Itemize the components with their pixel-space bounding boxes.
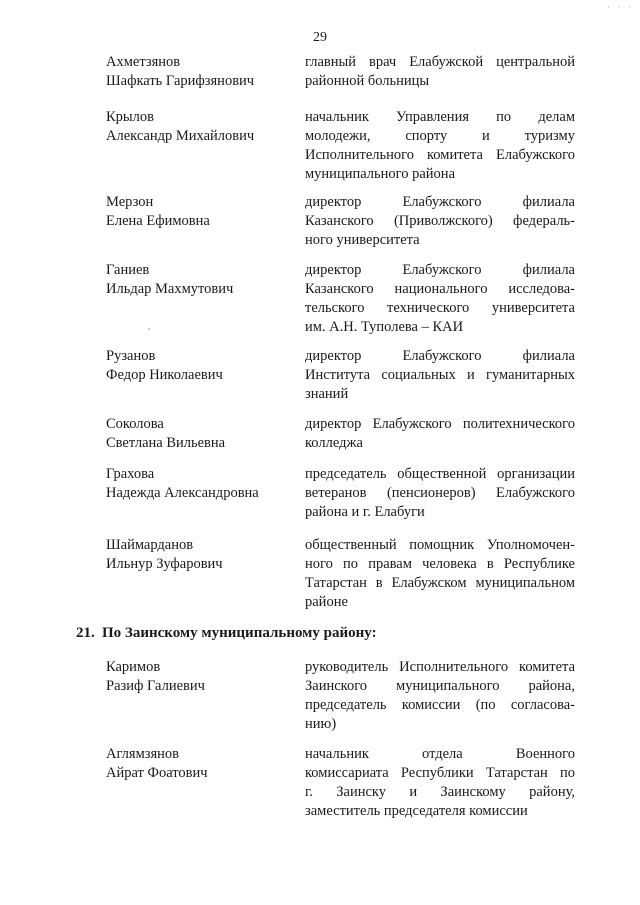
member-name (106, 53, 296, 91)
position-line: молодежи, спорту и туризму (305, 128, 575, 144)
member-given-names: Разиф Галиевич (106, 678, 205, 694)
member-name (106, 261, 296, 299)
position-line: Заинского муниципального района, (305, 678, 575, 694)
member-given-names: Ильдар Махмутович (106, 281, 234, 297)
corner-scan-mark: · · · (607, 3, 634, 12)
position-line: Института социальных и гуманитарных (305, 367, 575, 383)
position-line: общественный помощник Уполномочен- (305, 537, 575, 553)
member-position (305, 658, 575, 734)
position-line: им. А.Н. Туполева – КАИ (305, 319, 464, 335)
position-line: тельского технического университета (305, 300, 575, 316)
position-line: районе (305, 594, 348, 610)
member-position (305, 108, 575, 184)
member-name (106, 536, 296, 574)
member-position (305, 465, 575, 522)
member-surname: Грахова (106, 466, 155, 482)
member-given-names: Елена Ефимовна (106, 213, 210, 229)
position-line: нию) (305, 716, 337, 732)
position-line: председатель комиссии (по согласова- (305, 697, 575, 713)
section-title: По Заинскому муниципальному району: (102, 625, 377, 641)
position-line: директор Елабужского филиала (305, 348, 575, 364)
position-line: Татарстан в Елабужском муниципальном (305, 575, 575, 591)
position-line: директор Елабужского филиала (305, 194, 575, 210)
position-line: ного по правам человека в Республике (305, 556, 575, 572)
position-line: директор Елабужского политехнического (305, 416, 575, 432)
member-name (106, 465, 296, 503)
position-line: комиссариата Республики Татарстан по (305, 765, 575, 781)
member-surname: Шаймарданов (106, 537, 194, 553)
member-surname: Каримов (106, 659, 161, 675)
section-number: 21. (76, 625, 95, 641)
member-name (106, 415, 296, 453)
scan-dot (148, 328, 150, 330)
member-position (305, 415, 575, 453)
position-line: знаний (305, 386, 349, 402)
position-line: начальник отдела Военного (305, 746, 575, 762)
position-line: г. Заинску и Заинскому району, (305, 784, 575, 800)
member-name (106, 347, 296, 385)
member-position (305, 347, 575, 404)
member-surname: Рузанов (106, 348, 156, 364)
member-position (305, 536, 575, 612)
position-line: Казанского (Приволжского) федераль- (305, 213, 575, 229)
member-surname: Ганиев (106, 262, 150, 278)
member-given-names: Александр Михайлович (106, 128, 255, 144)
member-surname: Соколова (106, 416, 164, 432)
position-line: районной больницы (305, 73, 430, 89)
position-line: Исполнительного комитета Елабужского (305, 147, 575, 163)
member-name (106, 658, 296, 696)
member-name (106, 745, 296, 783)
member-given-names: Айрат Фоатович (106, 765, 208, 781)
member-name (106, 108, 296, 146)
position-line: главный врач Елабужской центральной (305, 54, 575, 70)
member-position (305, 261, 575, 337)
member-surname: Мерзон (106, 194, 154, 210)
page-number: 29 (313, 30, 327, 45)
member-surname: Аглямзянов (106, 746, 180, 762)
member-position (305, 53, 575, 91)
member-surname: Крылов (106, 109, 154, 125)
position-line: Казанского национального исследова- (305, 281, 575, 297)
member-given-names: Светлана Вильевна (106, 435, 226, 451)
member-position (305, 193, 575, 250)
section-heading (76, 625, 377, 642)
position-line: руководитель Исполнительного комитета (305, 659, 575, 675)
position-line: района и г. Елабуги (305, 504, 425, 520)
position-line: директор Елабужского филиала (305, 262, 575, 278)
member-given-names: Надежда Александровна (106, 485, 259, 501)
position-line: начальник Управления по делам (305, 109, 575, 125)
position-line: муниципального района (305, 166, 455, 182)
member-given-names: Федор Николаевич (106, 367, 223, 383)
position-line: колледжа (305, 435, 363, 451)
position-line: ного университета (305, 232, 420, 248)
member-surname: Ахметзянов (106, 54, 181, 70)
member-name (106, 193, 296, 231)
member-given-names: Шафкать Гарифзянович (106, 73, 255, 89)
member-given-names: Ильнур Зуфарович (106, 556, 223, 572)
member-position (305, 745, 575, 821)
position-line: председатель общественной организации (305, 466, 575, 482)
position-line: заместитель председателя комиссии (305, 803, 528, 819)
position-line: ветеранов (пенсионеров) Елабужского (305, 485, 575, 501)
